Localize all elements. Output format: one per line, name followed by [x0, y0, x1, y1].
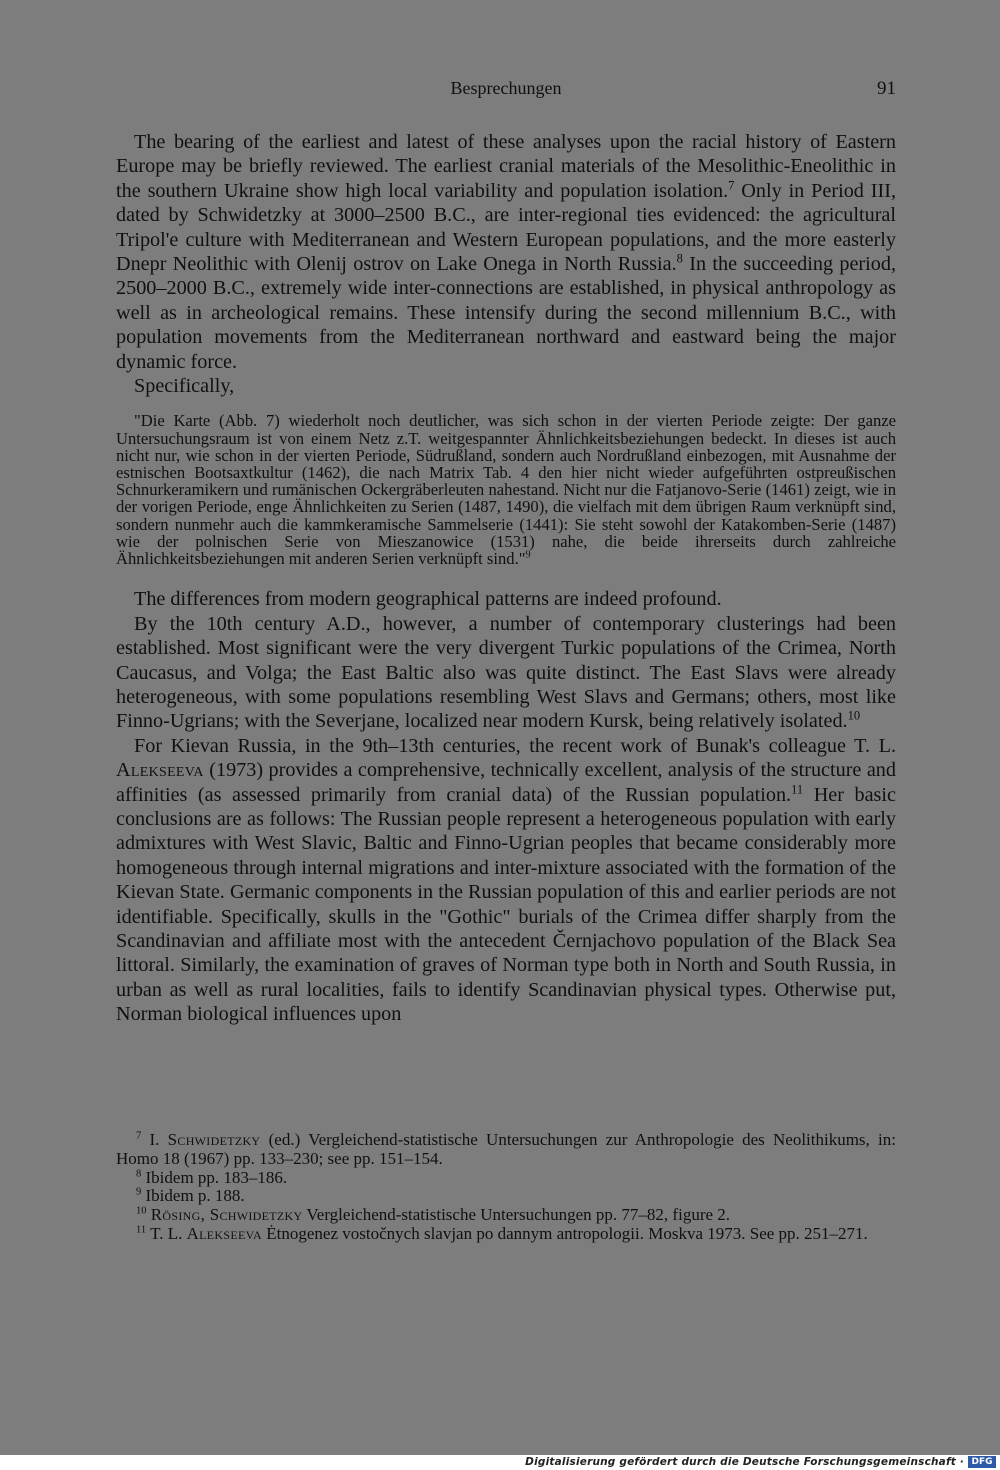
- footnotes: [116, 1131, 896, 1244]
- footnote-10: $^{10}$ Rösing, Schwidetzky Vergleichend-statistische Untersuchungen pp. 77–82, figure 2.: [136, 1205, 731, 1225]
- author-name: Alekseeva: [116, 759, 204, 782]
- block-quote: [116, 412, 896, 567]
- running-title: Besprechungen: [450, 78, 562, 98]
- paragraph-1: The bearing of the earliest and latest of these analyses upon the racial history of Eastern Europe may be briefly reviewed. The earliest cranial materials of the Mesolithic-Eneolithic in the southern Ukraine show high local variability and population isolation.$^7$ Only in Period III, dated by Schwidetzky at 3000–2500 B.C., are inter-regional ties evidenced: the agricultural Tripol'e culture with Mediterranean and Western European populations, and the more easterly Dnepr Neolithic with Olenij ostrov on Lake Onega in North Russia.$^8$ In the succeeding period, 2500–2000 B.C., extremely wide inter-connections are established, in physical anthropology as well as in archeological remains. These intensify during the second millennium B.C., with population movements from the Mediterranean northward and eastward being the major dynamic force.: [116, 131, 897, 373]
- footnote-ref-10: 10: [847, 708, 861, 723]
- footnote-ref-7: 7: [728, 178, 735, 193]
- footnote-8: $^8$ Ibidem pp. 183–186.: [136, 1167, 288, 1187]
- footnote-ref-8: 8: [676, 251, 683, 266]
- digitization-credit: Digitalisierung gefördert durch die Deutsche Forschungsgemeinschaft ·: [525, 1456, 964, 1468]
- footnote-7: $^7$ I. Schwidetzky (ed.) Vergleichend-statistische Untersuchungen zur Anthropologie des Neolithikums, in: Homo 18 (1967) pp. 133–230; see pp. 151–154.: [116, 1130, 896, 1168]
- paragraph-5: For Kievan Russia, in the 9th–13th centuries, the recent work of Bunak's colleague T. L. Alekseeva (1973) provides a comprehensive, technically excellent, analysis of the structure and affinities (as assessed primarily from cranial data) of the Russian population.$^{11}$ Her basic conclusions are as follows: The Russian people represent a heterogeneous population with early admixtures with West Slavic, Baltic and Finno-Ugrian peoples that became considerably more homogeneous through internal migrations and inter-mixture associated with the formation of the Kievan State. Germanic components in the Russian population of this and earlier periods are not identifiable. Specifically, skulls in the "Gothic" burials of the Crimea differ sharply from the Scandinavian and affiliate most with the antecedent Černjachovo population of the Black Sea littoral. Similarly, the examination of graves of Norman type both in North and South Russia, in urban as well as rural localities, fails to identify Scandinavian physical types. Otherwise put, Norman biological influences upon: [116, 734, 896, 1026]
- footnote-11: $^{11}$ T. L. Alekseeva Ėtnogenez vostočnych slavjan po dannym antropologii. Moskva 1973. See pp. 251–271.: [136, 1223, 868, 1243]
- quote-text: "Die Karte (Abb. 7) wiederholt noch deutlicher, was sich schon in der vierten Periode zeigte: Der ganze Untersuchungsraum ist von einem Netz z.T. weitgespannter Ähnlichkeitsbeziehungen bedeckt. In dieses ist auch nicht nur, wie schon in der vierten Periode, Südrußland, sondern auch Nordrußland einbezogen, mit Ausnahme der estnischen Bootsaxtkultur (1462), die nach Matrix Tab. 4 den hier nicht wieder aufgeführten ostpreußischen Schnurkeramikern und rumänischen Ockergräberleuten nahestand. Nicht nur die Fatjanovo-Serie (1461) zeigt, wie in der vorigen Periode, enge Ähnlichkeiten zu Serien (1487, 1490), die vielfach mit dem übrigen Raum verknüpft sind, sondern nunmehr auch die kammkeramische Sammelserie (1441): Sie steht sowohl der Katakomben-Serie (1487) wie der polnischen Serie von Mieszanowice (1531) nahe, die beide ihrerseits durch zahlreiche Ähnlichkeitsbeziehungen mit anderen Serien verknüpft sind.": [116, 411, 896, 569]
- dfg-logo: DFG: [968, 1456, 996, 1468]
- footnote-9: $^9$ Ibidem p. 188.: [136, 1186, 245, 1206]
- footnote-ref-11: 11: [791, 781, 804, 796]
- page-header: [116, 78, 896, 102]
- main-text: [116, 130, 896, 1027]
- footnote-ref-9: 9: [525, 549, 531, 561]
- paragraph-4: By the 10th century A.D., however, a number of contemporary clusterings had been established. Most significant were the very divergent Turkic populations of the Crimea, North Caucasus, and Volga; the East Baltic also was quite distinct. The East Slavs were already heterogeneous, with some populations resembling West Slavs and Germans; others, most like Finno-Ugrians; with the Severjane, localized near modern Kursk, being relatively isolated.$^{10}$: [116, 612, 896, 733]
- page-number: 91: [877, 78, 896, 99]
- paragraph-2: Specifically,: [134, 375, 235, 398]
- paragraph-3: The differences from modern geographical patterns are indeed profound.: [134, 588, 722, 611]
